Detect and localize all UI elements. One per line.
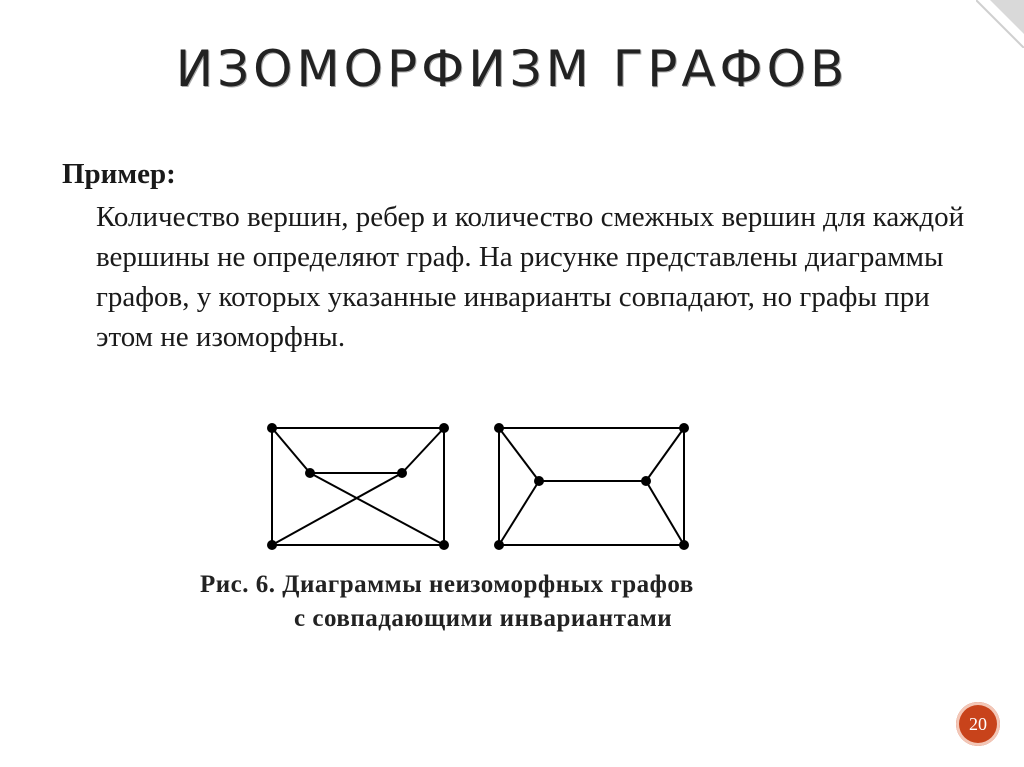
graph-1-vertex-F [397, 468, 407, 478]
graph-diagrams [258, 418, 708, 558]
graph-2-vertex-E [534, 476, 544, 486]
graph-2-edge-BF [646, 428, 684, 481]
graph-1-vertex-B [439, 423, 449, 433]
graph-1-diagram [267, 423, 449, 550]
graph-1-vertex-D [439, 540, 449, 550]
graph-1-edge-FC [272, 473, 402, 545]
graph-1-edge-BF [402, 428, 444, 473]
graph-1-edge-AE [272, 428, 310, 473]
graph-2-vertex-B [679, 423, 689, 433]
graph-1-vertex-C [267, 540, 277, 550]
caption-line-2: с совпадающими инвариантами [294, 605, 673, 632]
graph-1-vertex-E [305, 468, 315, 478]
graph-2-edge-DF [646, 481, 684, 545]
graph-1-vertex-A [267, 423, 277, 433]
graph-1-edge-ED [310, 473, 444, 545]
graph-2-vertex-C [494, 540, 504, 550]
graph-2-diagram [494, 423, 689, 550]
graph-2-edge-CE [499, 481, 539, 545]
graph-2-edge-AE [499, 428, 539, 481]
graph-2-vertex-D [679, 540, 689, 550]
example-paragraph: Количество вершин, ребер и количество смежных вершин для каждой вершины не определяют граф. На рисунке представлены диаграммы графов, у которых указанные инварианты совпадают, но графы при этом не изоморфны. [96, 201, 965, 353]
example-label: Пример: [62, 158, 176, 190]
figure-caption [200, 568, 820, 636]
graph-2-vertex-F [641, 476, 651, 486]
page-number-badge: 20 [956, 702, 1000, 746]
slide-title: ИЗОМОРФИЗМ ГРАФОВ [175, 40, 849, 98]
graph-2-vertex-A [494, 423, 504, 433]
caption-line-1: Рис. 6. Диаграммы неизоморфных графов [200, 571, 694, 598]
